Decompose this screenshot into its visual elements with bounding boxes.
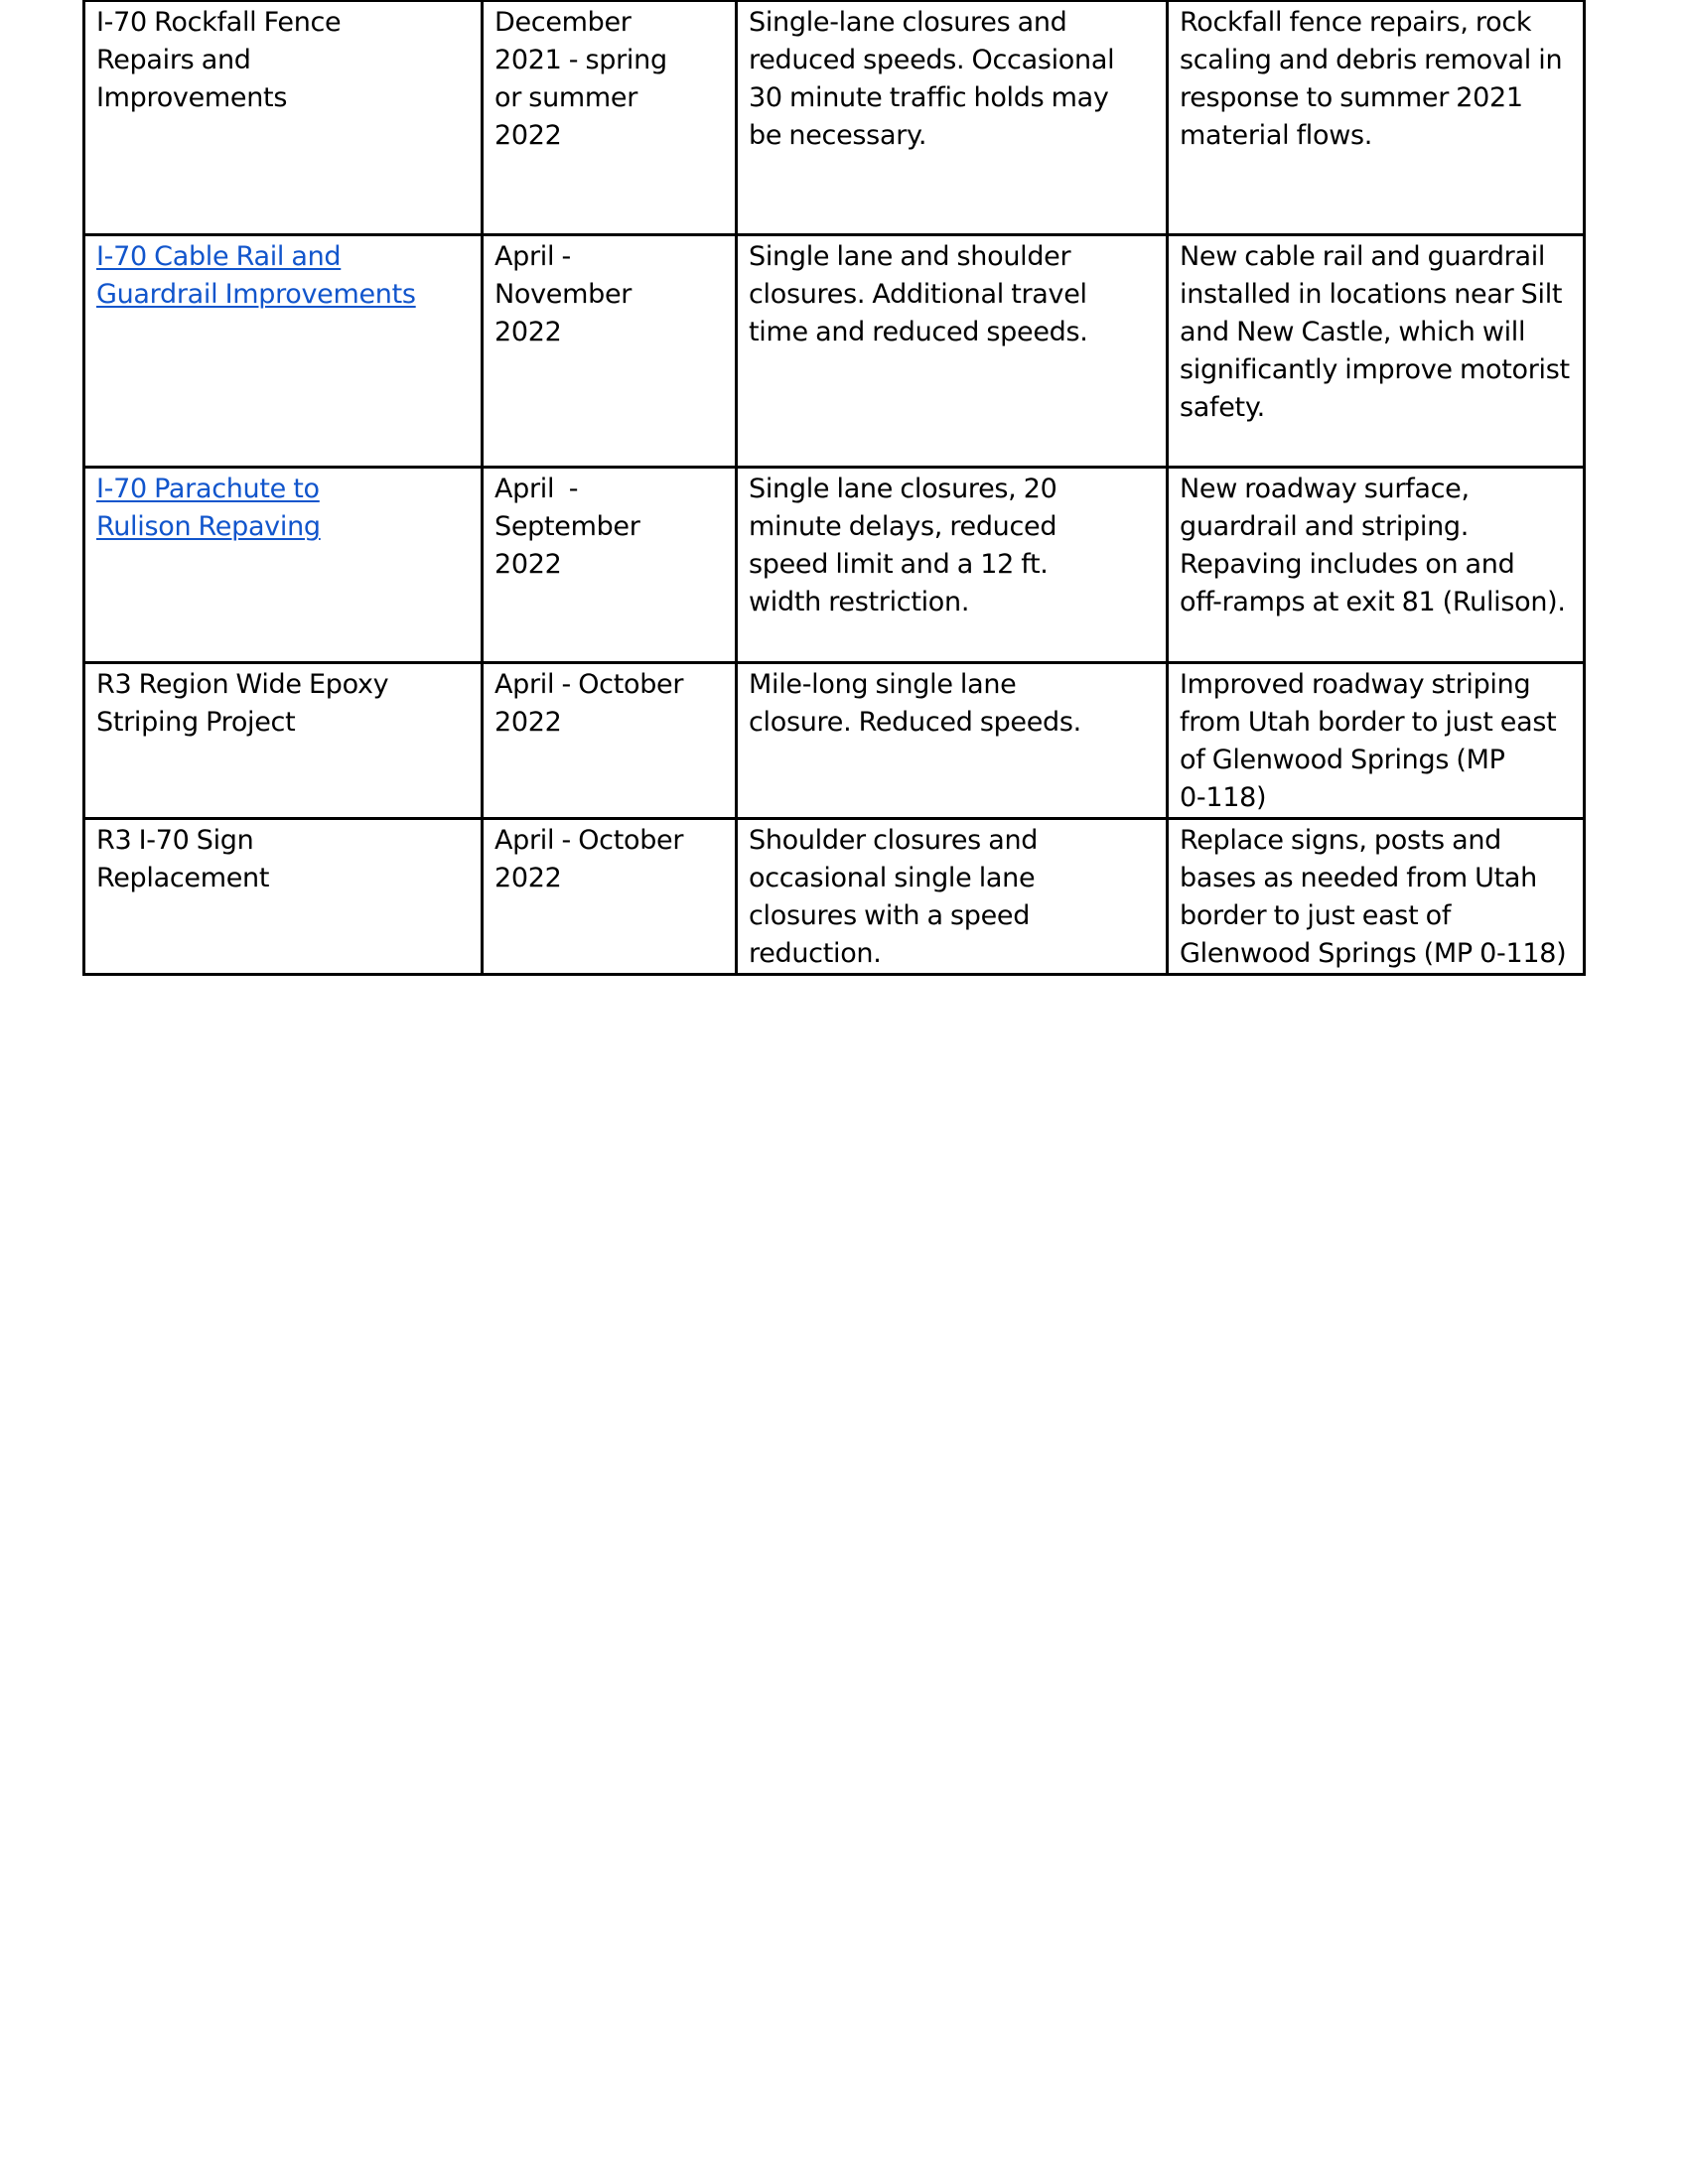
impacts-line: width restriction.	[749, 587, 970, 617]
timeline-cell	[483, 663, 737, 819]
description-line: Improved roadway striping	[1180, 669, 1531, 700]
timeline-cell	[483, 1, 737, 235]
project-name-line: Striping Project	[96, 707, 296, 738]
timeline-line: 2021 - spring	[494, 45, 667, 75]
project-link-parachute-rulison[interactable]	[96, 471, 471, 546]
description-line: response to summer 2021	[1180, 82, 1523, 113]
timeline-cell	[483, 468, 737, 663]
project-name-cell	[84, 663, 483, 819]
project-link-cable-rail[interactable]	[96, 238, 471, 314]
impacts-cell	[737, 235, 1168, 468]
timeline-line: 2022	[494, 863, 562, 893]
description-line: 0-118)	[1180, 782, 1267, 813]
project-name-line: I-70 Rockfall Fence	[96, 7, 342, 38]
table-row	[84, 235, 1585, 468]
description-line: off-ramps at exit 81 (Rulison).	[1180, 587, 1566, 617]
impacts-line: time and reduced speeds.	[749, 317, 1088, 347]
description-line: safety.	[1180, 392, 1265, 423]
project-name-cell	[84, 235, 483, 468]
table-row	[84, 663, 1585, 819]
timeline-line: 2022	[494, 317, 562, 347]
impacts-line: Mile-long single lane	[749, 669, 1017, 700]
project-name-cell	[84, 819, 483, 975]
table-row	[84, 1, 1585, 235]
impacts-line: Shoulder closures and	[749, 825, 1039, 856]
description-cell	[1168, 468, 1585, 663]
timeline-cell	[483, 819, 737, 975]
impacts-line: closure. Reduced speeds.	[749, 707, 1081, 738]
description-line: Repaving includes on and	[1180, 549, 1515, 580]
description-line: border to just east of	[1180, 900, 1452, 931]
projects-table	[82, 0, 1586, 976]
description-line: Rockfall fence repairs, rock	[1180, 7, 1532, 38]
description-line: scaling and debris removal in	[1180, 45, 1563, 75]
project-link-line[interactable]: Rulison Repaving	[96, 511, 321, 542]
impacts-line: be necessary.	[749, 120, 927, 151]
impacts-cell	[737, 468, 1168, 663]
timeline-line: 2022	[494, 120, 562, 151]
description-line: from Utah border to just east	[1180, 707, 1557, 738]
timeline-cell	[483, 235, 737, 468]
description-cell	[1168, 663, 1585, 819]
project-name-cell	[84, 468, 483, 663]
description-line: of Glenwood Springs (MP	[1180, 745, 1505, 775]
project-name-line: Improvements	[96, 82, 288, 113]
description-line: guardrail and striping.	[1180, 511, 1470, 542]
impacts-line: reduced speeds. Occasional	[749, 45, 1115, 75]
description-line: Replace signs, posts and	[1180, 825, 1501, 856]
table-row	[84, 819, 1585, 975]
impacts-cell	[737, 1, 1168, 235]
timeline-line: December	[494, 7, 632, 38]
timeline-line: November	[494, 279, 633, 310]
impacts-line: reduction.	[749, 938, 882, 969]
description-cell	[1168, 235, 1585, 468]
impacts-line: speed limit and a 12 ft.	[749, 549, 1049, 580]
project-link-line[interactable]: I-70 Cable Rail and	[96, 241, 342, 272]
table-row	[84, 468, 1585, 663]
impacts-line: Single lane and shoulder	[749, 241, 1071, 272]
project-link-line[interactable]: Guardrail Improvements	[96, 279, 416, 310]
description-line: New cable rail and guardrail	[1180, 241, 1546, 272]
impacts-line: Single lane closures, 20	[749, 474, 1057, 504]
project-name-line: Replacement	[96, 863, 270, 893]
impacts-line: occasional single lane	[749, 863, 1036, 893]
project-name-cell	[84, 1, 483, 235]
project-link-line[interactable]: I-70 Parachute to	[96, 474, 320, 504]
description-line: installed in locations near Silt	[1180, 279, 1563, 310]
description-line: significantly improve motorist	[1180, 354, 1570, 385]
timeline-line: 2022	[494, 549, 562, 580]
project-name-line: Repairs and	[96, 45, 251, 75]
timeline-line: April -	[494, 474, 579, 504]
timeline-line: September	[494, 511, 640, 542]
timeline-line: or summer	[494, 82, 637, 113]
project-name-line: R3 Region Wide Epoxy	[96, 669, 389, 700]
timeline-line: April -	[494, 241, 571, 272]
impacts-cell	[737, 663, 1168, 819]
description-line: Glenwood Springs (MP 0-118)	[1180, 938, 1567, 969]
impacts-line: minute delays, reduced	[749, 511, 1057, 542]
description-cell	[1168, 1, 1585, 235]
description-cell	[1168, 819, 1585, 975]
timeline-line: April - October	[494, 825, 684, 856]
timeline-line: April - October	[494, 669, 684, 700]
impacts-line: closures with a speed	[749, 900, 1031, 931]
impacts-line: Single-lane closures and	[749, 7, 1067, 38]
description-line: bases as needed from Utah	[1180, 863, 1537, 893]
description-line: New roadway surface,	[1180, 474, 1470, 504]
impacts-line: closures. Additional travel	[749, 279, 1087, 310]
impacts-line: 30 minute traffic holds may	[749, 82, 1109, 113]
description-line: and New Castle, which will	[1180, 317, 1526, 347]
impacts-cell	[737, 819, 1168, 975]
description-line: material flows.	[1180, 120, 1373, 151]
timeline-line: 2022	[494, 707, 562, 738]
project-name-line: R3 I-70 Sign	[96, 825, 254, 856]
